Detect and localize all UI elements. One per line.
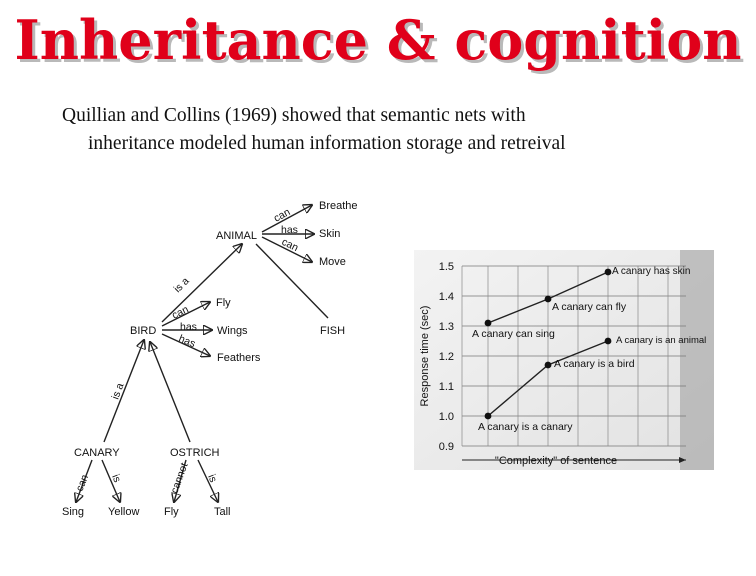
rel-canary-can: can xyxy=(73,472,92,494)
data-point-label: A canary is an animal xyxy=(616,335,707,346)
x-axis-label: "Complexity" of sentence xyxy=(494,455,618,467)
data-point xyxy=(485,320,492,327)
rel-animal-can-2: can xyxy=(279,235,301,255)
node-feathers: Feathers xyxy=(217,352,261,364)
node-skin: Skin xyxy=(319,228,341,240)
edge-ostrich-bird xyxy=(150,342,190,442)
node-fish: FISH xyxy=(320,325,346,337)
data-point-label: A canary can sing xyxy=(472,328,555,340)
rel-ostrich-is: is xyxy=(205,472,220,485)
node-sing: Sing xyxy=(62,506,85,518)
node-yellow: Yellow xyxy=(108,506,140,518)
node-tall: Tall xyxy=(214,506,231,518)
node-move: Move xyxy=(319,256,346,268)
y-tick-label: 1.3 xyxy=(438,321,454,333)
data-point xyxy=(545,296,552,303)
node-canary: CANARY xyxy=(74,447,120,459)
y-tick-label: 1.2 xyxy=(438,351,454,363)
data-point-label: A canary is a bird xyxy=(554,358,635,370)
node-breathe: Breathe xyxy=(319,200,358,212)
data-point-label: A canary has skin xyxy=(612,266,691,277)
node-wings: Wings xyxy=(217,325,248,337)
data-point xyxy=(485,413,492,420)
node-ostrich: OSTRICH xyxy=(170,447,220,459)
rel-animal-can: can xyxy=(271,206,293,225)
rel-ostrich-cannot: cannot xyxy=(168,461,191,496)
y-tick-label: 1.5 xyxy=(438,261,454,273)
rel-bird-has: has xyxy=(180,321,197,333)
node-animal: ANIMAL xyxy=(216,230,257,242)
y-tick-label: 1.1 xyxy=(438,381,454,393)
rel-animal-has: has xyxy=(281,224,298,236)
slide-title: Inheritance & cognition xyxy=(14,8,742,72)
node-fly: Fly xyxy=(216,297,231,309)
response-time-chart xyxy=(414,250,714,470)
scan-dark-edge xyxy=(680,250,714,470)
node-bird: BIRD xyxy=(130,325,157,337)
rel-bird-is-a: is a xyxy=(171,275,192,296)
data-point xyxy=(545,362,552,369)
body-line-2: inheritance modeled human information storage and retreival xyxy=(88,133,566,154)
data-point-label: A canary can fly xyxy=(552,301,627,313)
y-tick-label: 1.4 xyxy=(438,291,454,303)
response-time-chart-panel xyxy=(414,250,714,470)
data-point xyxy=(605,338,612,345)
data-point xyxy=(605,269,612,276)
rel-canary-is-a: is a xyxy=(109,381,127,402)
rel-bird-can: can xyxy=(170,303,191,322)
edge-animal-fish xyxy=(256,244,328,318)
node-fly-2: Fly xyxy=(164,506,179,518)
y-axis-label: Response time (sec) xyxy=(419,305,431,407)
rel-bird-has-2: has xyxy=(176,332,198,351)
data-point-label: A canary is a canary xyxy=(478,421,573,433)
y-tick-label: 0.9 xyxy=(438,441,454,453)
body-line-1: Quillian and Collins (1969) showed that semantic nets with xyxy=(62,105,526,126)
y-tick-label: 1.0 xyxy=(438,411,454,423)
rel-canary-is: is xyxy=(109,472,124,485)
